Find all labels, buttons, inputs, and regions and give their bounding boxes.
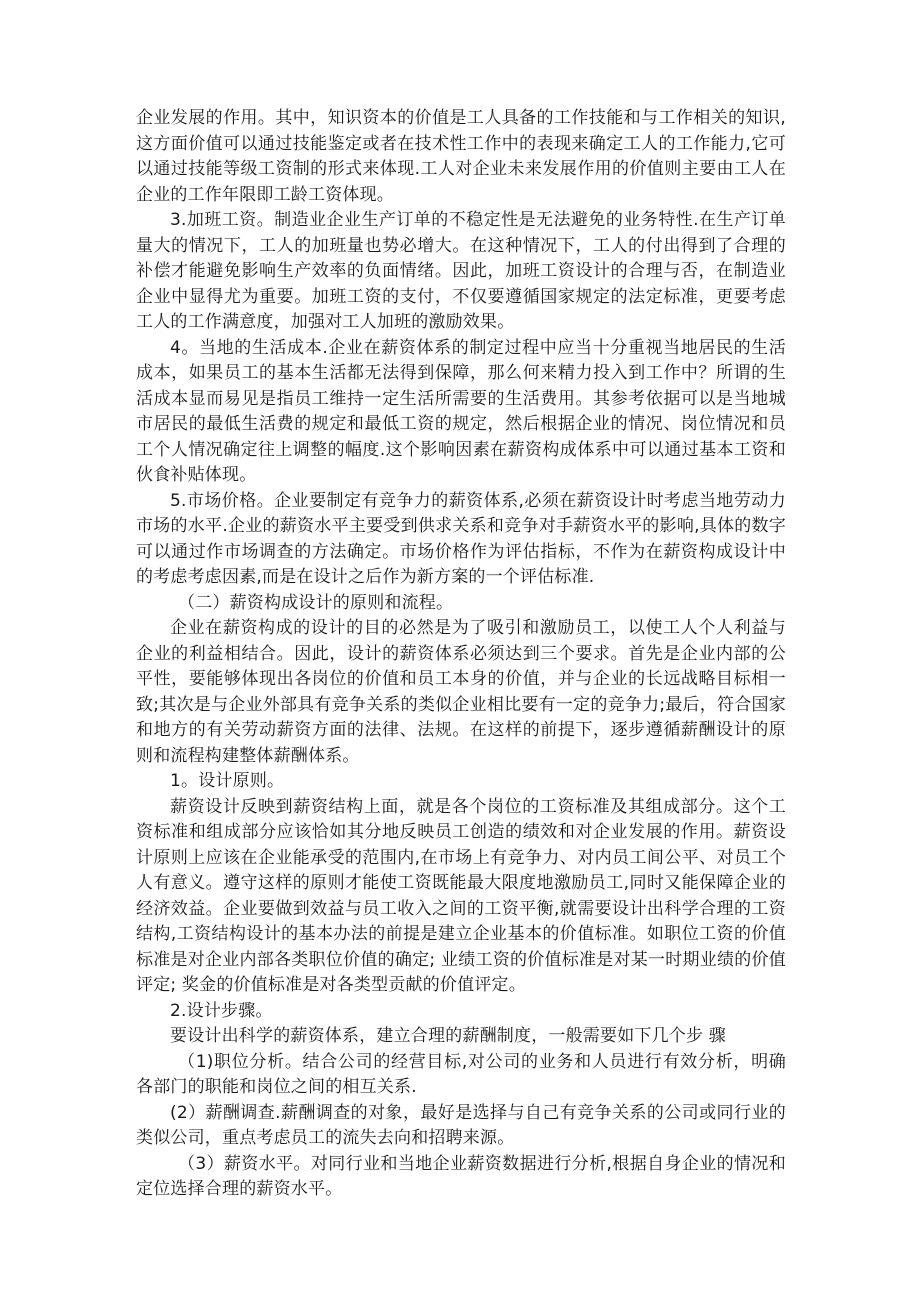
paragraph-steps-intro: 要设计出科学的薪资体系，建立合理的薪酬制度，一般需要如下几个步 骤 — [170, 1026, 727, 1046]
paragraph-step-job-analysis: （1)职位分析。结合公司的经营目标,对公司的业务和人员进行有效分析，明确各部门的职能和岗位之间的相互关系. — [136, 1051, 786, 1097]
paragraph-step-salary-level: （3）薪资水平。对同行业和当地企业薪资数据进行分析,根据自身企业的情况和定位选择合理的薪资水平。 — [136, 1153, 786, 1199]
paragraph-market-price: 5.市场价格。企业要制定有竞争力的薪资体系,必须在薪资设计时考虑当地劳动力市场的水平.企业的薪资水平主要受到供求关系和竞争对手薪资水平的影响,具体的数字可以通过作市场调查的方法确定。市场价格作为评估指标，不作为在薪资构成设计中的考虑考虑因素,而是在设计之后作为新方案的一个评估标准. — [136, 490, 786, 587]
paragraph-design-principles: 薪资设计反映到薪资结构上面，就是各个岗位的工资标准及其组成部分。这个工资标准和组成部分应该恰如其分地反映员工创造的绩效和对企业发展的作用。薪资设计原则上应该在企业能承受的范围内,在市场上有竞争力、对内员工间公平、对员工个人有意义。遵守这样的原则才能使工资既能最大限度地激励员工,同时又能保障企业的经济效益。企业要做到效益与员工收入之间的工资平衡,就需要设计出科学合理的工资结构,工资结构设计的基本办法的前提是建立企业基本的价值标准。如职位工资的价值标准是对企业内部各类职位价值的确定; 业绩工资的价值标准是对某一时期业绩的价值评定; 奖金的价值标准是对各类型贡献的价值评定。 — [136, 796, 786, 995]
document-body — [136, 106, 786, 1203]
paragraph-living-cost: 4。当地的生活成本.企业在薪资体系的制定过程中应当十分重视当地居民的生活成本，如果员工的基本生活都无法得到保障，那么何来精力投入到工作中？所谓的生活成本显而易见是指员工维持一定生活所需要的生活费用。其参考依据可以是当地城市居民的最低生活费的规定和最低工资的规定，然后根据企业的情况、岗位情况和员工个人情况确定往上调整的幅度.这个影响因素在薪资构成体系中可以通过基本工资和伙食补贴体现。 — [136, 337, 786, 485]
paragraph-overtime-pay: 3.加班工资。制造业企业生产订单的不稳定性是无法避免的业务特性.在生产订单量大的情况下，工人的加班量也势必增大。在这种情况下，工人的付出得到了合理的补偿才能避免影响生产效率的负面情绪。因此，加班工资设计的合理与否，在制造业企业中显得尤为重要。加班工资的支付，不仅要遵循国家规定的法定标准，更要考虑工人的工作满意度，加强对工人加班的激励效果。 — [136, 210, 786, 332]
subheading-design-steps: 2.设计步骤。 — [170, 1000, 273, 1021]
paragraph-intro-continuation: 企业发展的作用。其中，知识资本的价值是工人具备的工作技能和与工作相关的知识,这方面价值可以通过技能鉴定或者在技术性工作中的表现来确定工人的工作能力,它可以通过技能等级工资制的形式来体现.工人对企业未来发展作用的价值则主要由工人在企业的工作年限即工龄工资体现。 — [136, 108, 786, 205]
paragraph-step-salary-survey: (2）薪酬调查.薪酬调查的对象，最好是选择与自己有竞争关系的公司或同行业的类似公司，重点考虑员工的流失去向和招聘来源。 — [136, 1102, 786, 1148]
subheading-design-principles: 1。设计原则。 — [170, 771, 285, 791]
section-heading-principles-process: （二）薪资构成设计的原则和流程。 — [178, 592, 454, 613]
paragraph-design-goals: 企业在薪资构成的设计的目的必然是为了吸引和激励员工，以使工人个人利益与企业的利益相结合。因此，设计的薪资体系必须达到三个要求。首先是企业内部的公平性，要能够体现出各岗位的价值和员工本身的价值，并与企业的长远战略目标相一致;其次是与企业外部具有竞争关系的类似企业相比要有一定的竞争力;最后，符合国家和地方的有关劳动薪资方面的法律、法规。在这样的前提下，逐步遵循薪酬设计的原则和流程构建整体薪酬体系。 — [136, 618, 786, 766]
